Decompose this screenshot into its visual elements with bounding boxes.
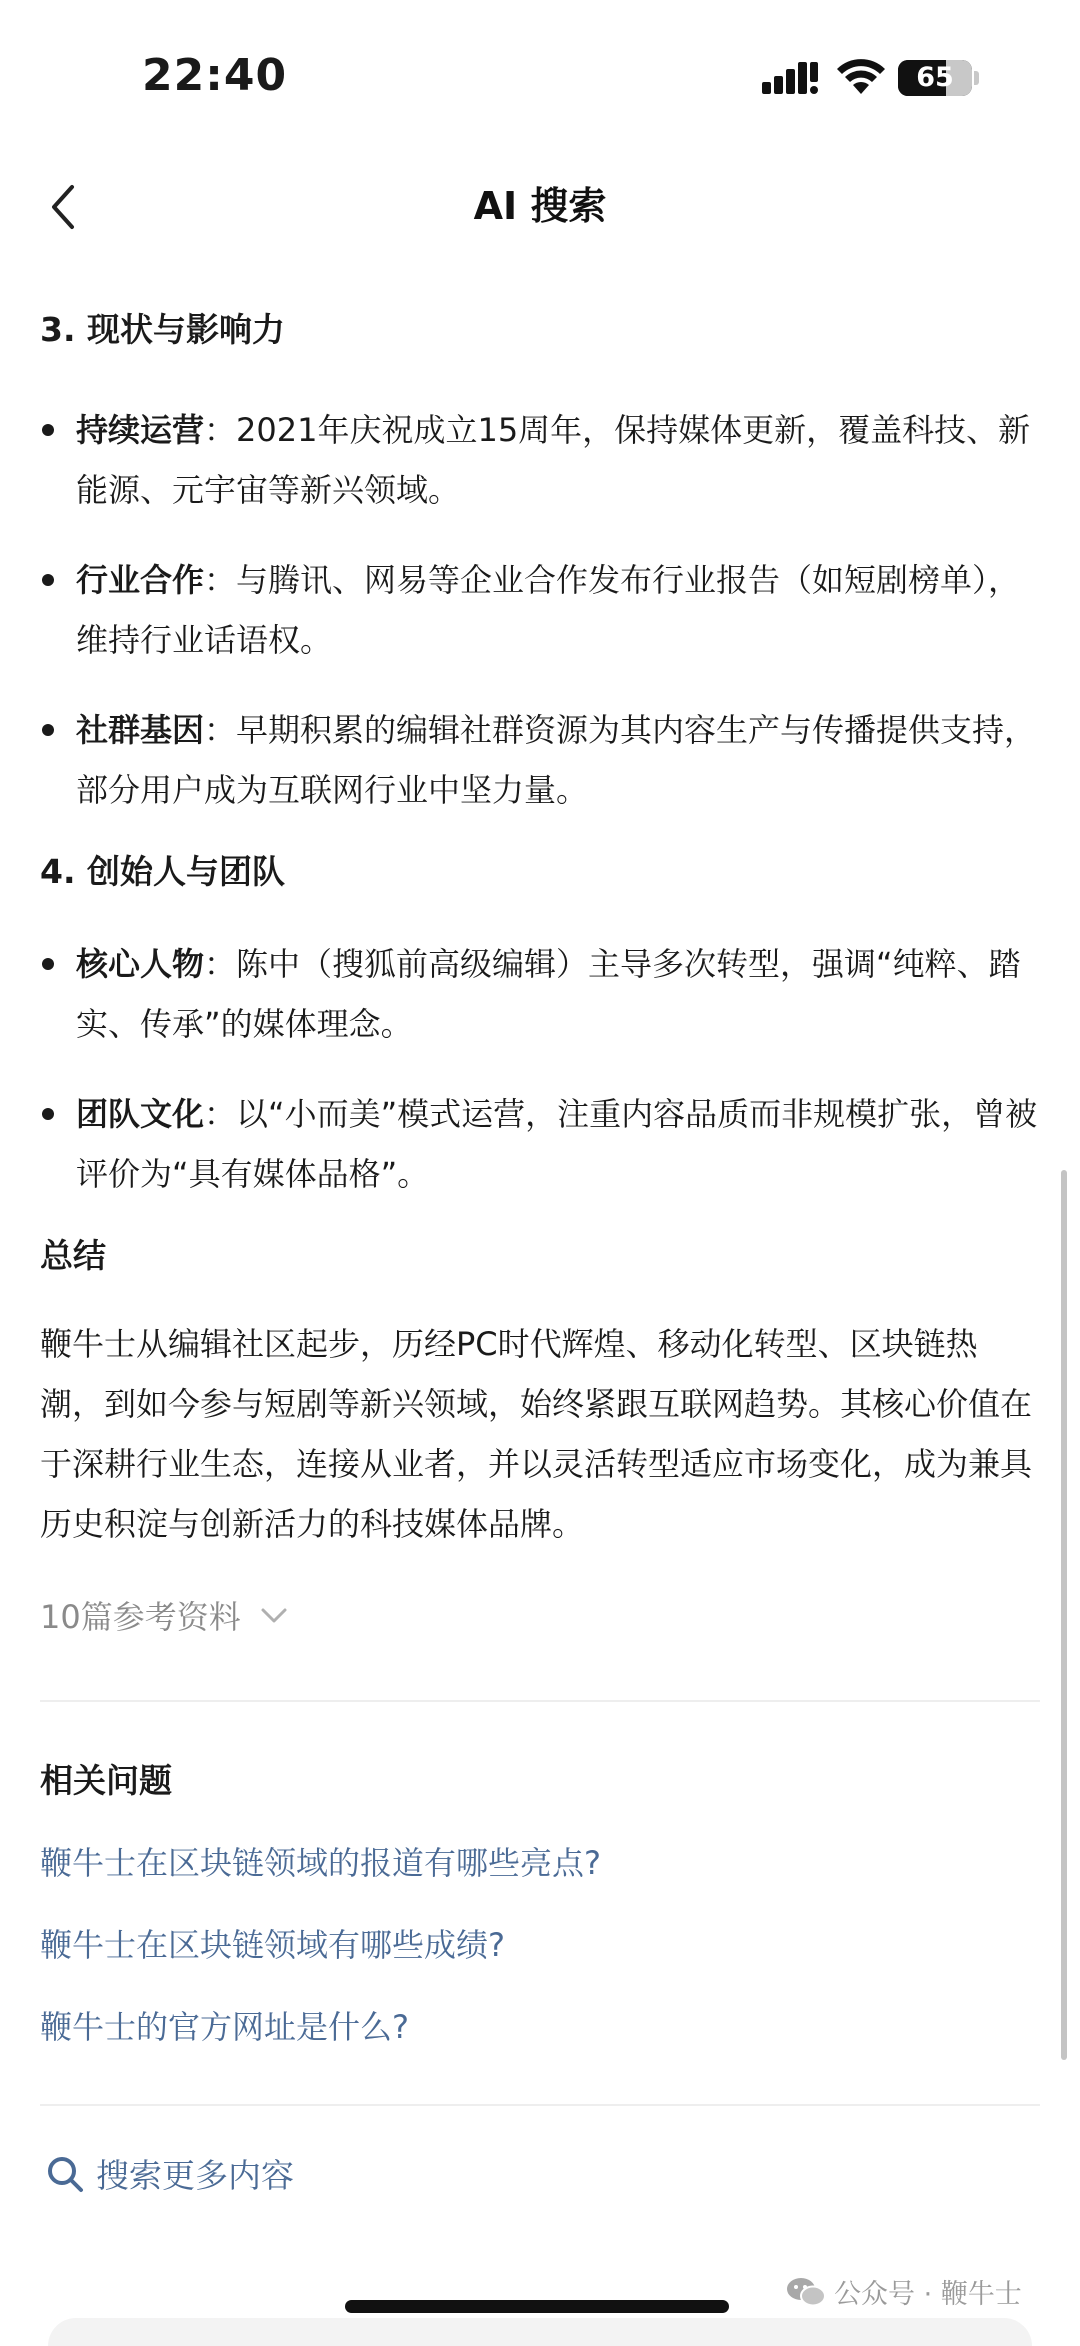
bullet-term: 社群基因 xyxy=(76,711,205,749)
battery-indicator: 65 xyxy=(898,60,972,96)
wechat-icon xyxy=(786,2276,826,2308)
search-icon xyxy=(46,2155,84,2193)
scrollbar[interactable] xyxy=(1061,1170,1067,2060)
section-heading: 3. 现状与影响力 xyxy=(40,310,285,349)
bullet-term: 团队文化 xyxy=(76,1095,205,1133)
related-question-link[interactable]: 鞭牛士在区块链领域的报道有哪些亮点? xyxy=(40,1844,601,1882)
divider xyxy=(40,2104,1040,2106)
bullet-dot xyxy=(42,958,54,970)
cellular-signal-icon xyxy=(762,60,820,96)
list-item xyxy=(40,934,1040,1054)
bullet-text: ：早期积累的编辑社群资源为其内容生产与传播提供支持，部分用户成为互联网行业中坚力量。 xyxy=(76,711,1037,809)
divider xyxy=(40,1700,1040,1702)
references-label: 10篇参考资料 xyxy=(40,1598,241,1636)
bullet-text: ：以“小而美”模式运营，注重内容品质而非规模扩张，曾被评价为“具有媒体品格”。 xyxy=(76,1095,1038,1193)
list-item xyxy=(40,400,1040,520)
nav-bar xyxy=(0,160,1080,252)
bullet-text: ：陈中（搜狐前高级编辑）主导多次转型，强调“纯粹、踏实、传承”的媒体理念。 xyxy=(76,945,1021,1043)
list-item xyxy=(40,700,1040,820)
bullet-term: 持续运营 xyxy=(76,411,205,449)
list-item xyxy=(40,550,1040,670)
status-bar xyxy=(0,0,1080,150)
summary-text: 鞭牛士从编辑社区起步，历经PC时代辉煌、移动化转型、区块链热潮，到如今参与短剧等新兴领域，始终紧跟互联网趋势。其核心价值在于深耕行业生态，连接从业者，并以灵活转型适应市场变化，成为兼具历史积淀与创新活力的科技媒体品牌。 xyxy=(40,1325,1033,1543)
bullet-term: 核心人物 xyxy=(76,945,205,983)
chevron-left-icon xyxy=(48,183,78,231)
bottom-input-bar[interactable] xyxy=(48,2318,1032,2346)
bullet-dot xyxy=(42,1108,54,1120)
home-indicator xyxy=(345,2300,729,2313)
list-item xyxy=(40,1084,1040,1204)
bullet-term: 行业合作 xyxy=(76,561,205,599)
related-question-link[interactable]: 鞭牛士的官方网址是什么? xyxy=(40,2008,409,2046)
bullet-text: ：与腾讯、网易等企业合作发布行业报告（如短剧榜单），维持行业话语权。 xyxy=(76,561,1021,659)
status-time: 22:40 xyxy=(142,50,288,101)
watermark xyxy=(786,2272,1022,2311)
bullet-dot xyxy=(42,574,54,586)
references-toggle[interactable] xyxy=(40,1592,289,1638)
wifi-icon xyxy=(836,58,886,96)
related-questions-title: 相关问题 xyxy=(40,1761,172,1800)
summary-heading: 总结 xyxy=(40,1236,106,1275)
chevron-down-icon xyxy=(259,1605,289,1625)
watermark-label: 公众号 · 鞭牛士 xyxy=(834,2279,1022,2310)
search-more-label: 搜索更多内容 xyxy=(96,2156,294,2195)
bullet-dot xyxy=(42,724,54,736)
bullet-text: ：2021年庆祝成立15周年，保持媒体更新，覆盖科技、新能源、元宇宙等新兴领域。 xyxy=(76,411,1031,509)
search-more-button[interactable] xyxy=(46,2150,294,2197)
answer-content xyxy=(40,290,1040,1554)
back-button[interactable] xyxy=(28,172,98,242)
bullet-dot xyxy=(42,424,54,436)
page-title: AI 搜索 xyxy=(473,184,607,228)
related-question-link[interactable]: 鞭牛士在区块链领域有哪些成绩? xyxy=(40,1926,505,1964)
section-heading: 4. 创始人与团队 xyxy=(40,852,285,891)
battery-cap xyxy=(974,71,979,85)
